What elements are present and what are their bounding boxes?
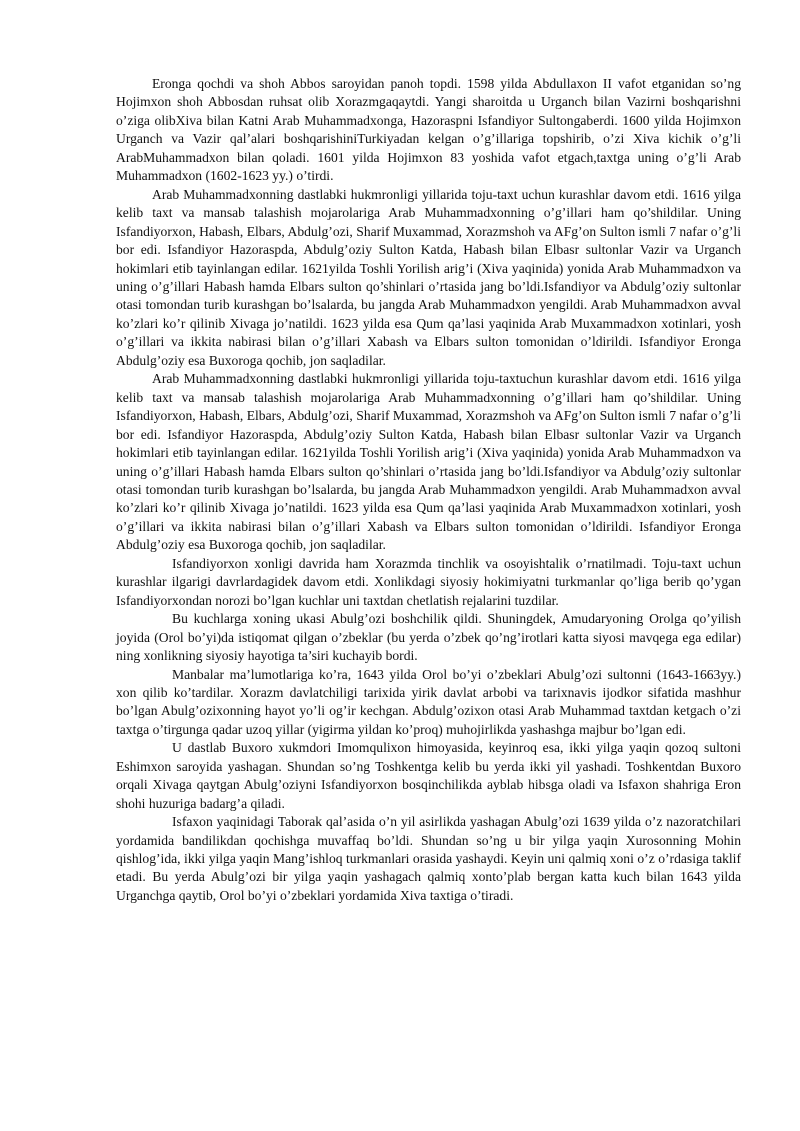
document-page bbox=[116, 75, 741, 905]
paragraph-6: Manbalar ma’lumotlariga ko’ra, 1643 yilda Orol bo’yi o’zbeklari Abulg’ozi sultonni (1643-1663yy.) xon qilib ko’tardilar. Xorazm davlatchiligi tarixida yirik davlat arbobi va tarixnavis ijodkor sifatida mashhur bo’lgan Abulg’ozixonning hayot yo’li og’ir kechgan. Abdulg’ozixon otasi Arab Muhammad taxtdan ketgach o’zi taxtga o’tirgunga qadar uzoq yillar (yigirma yildan ko’proq) muhojirlikda yashashga majbur bo’lgan edi. bbox=[116, 666, 741, 737]
paragraph-5: Bu kuchlarga xoning ukasi Abulg’ozi boshchilik qildi. Shuningdek, Amudaryoning Orolga qo’yilish joyida (Orol bo’yi)da istiqomat qilgan o’zbeklar (bu yerda o’zbek qo’ng’irotlari katta siyosi mavqega ega edilar) ning xonlikning siyosiy hayotiga ta’siri kuchayib bordi. bbox=[116, 611, 741, 664]
paragraph-3: Arab Muhammadxonning dastlabki hukmronligi yillarida toju-taxtuchun kurashlar davom etdi. 1616 yilga kelib taxt va mansab talashish mojarolariga Arab Muhammadxonning o’g’illari ham qo’shildilar. Uning Isfandiyorxon, Habash, Elbars, Abdulg’ozi, Sharif Muxammad, Xorazmshoh va AFg’on Sulton ismli 7 nafar o’g’li bor edi. Isfandiyor Hazoraspda, Abdulg’oziy Sulton Katda, Habash bilan Elbasr sultonlar Vazir va Urganch hokimlari etib tayinlangan edilar. 1621yilda Toshli Yorilish arig’i (Xiva yaqinida) yonida Arab Muhammadxon va uning o’g’illari Habash hamda Elbars sulton qo’shinlari o’rtasida jang bo’ldi.Isfandiyor va Abdulg’oziy sultonlar otasi tomondan turib kurashgan bo’lsalarda, bu jangda Arab Muhammadxon yengildi. Arab Muhammadxon avval ko’zlari ko’r qilinib Xivaga jo’natildi. 1623 yilda esa Qum qa’lasi yaqinida Arab Muxammadxon xotinlari, yosh o’g’illari va ikkita nabirasi bilan o’g’illari Xabash va Elbars sulton tomonidan o’ldirildi. Isfandiyor Eronga Abdulg’oziy esa Buxoroga qochib, jon saqladilar. bbox=[116, 371, 741, 553]
paragraph-8: Isfaxon yaqinidagi Taborak qal’asida o’n yil asirlikda yashagan Abulg’ozi 1639 yilda o’z nazoratchilari yordamida bandilikdan qochishga muvaffaq bo’ldi. Shundan so’ng u bir yilga yaqin Xurosonning Mohin qishlog’ida, ikki yilga yaqin Mang’ishloq turkmanlari orasida yashaydi. Keyin uni qalmiq xoni o’z o’rdasiga taklif etadi. Bu yerda Abulg’ozi bir yilga yaqin yashagach qalmiq xonto’plab bergan katta kuch bilan 1643 yilda Urganchga qaytib, Orol bo’yi o’zbeklari yordamida Xiva taxtiga o’tiradi. bbox=[116, 814, 741, 903]
paragraph-1: Eronga qochdi va shoh Abbos saroyidan panoh topdi. 1598 yilda Abdullaxon II vafot etganidan so’ng Hojimxon shoh Abbosdan ruhsat olib Xorazmgaqaytdi. Yangi sharoitda u Urganch bilan Vazirni boshqarishni o’ziga olibXiva bilan Katni Arab Muhammadxonga, Hazoraspni Isfandiyor Sultongaberdi. 1600 yilda Hojimxon Urganch va Vazir qal’alari boshqarishiniTurkiyadan kelgan o’g’illariga topshirib, o’zi Xiva kichik o’g’li ArabMuhammadxon bilan qoladi. 1601 yilda Hojimxon 83 yoshida vafot etgach,taxtga uning o’g’li Arab Muhammadxon (1602-1623 yy.) o’tirdi. bbox=[116, 76, 741, 184]
paragraph-4: Isfandiyorxon xonligi davrida ham Xorazmda tinchlik va osoyishtalik o’rnatilmadi. Toju-taxt uchun kurashlar ilgarigi davrlardagidek davom etdi. Xonlikdagi siyosiy hokimiyatni turkmanlar qo’liga berib qo’ygan Isfandiyorxondan norozi bo’lgan kuchlar uni taxtdan chetlatish rejalarini tuzdilar. bbox=[116, 555, 741, 608]
paragraph-2: Arab Muhammadxonning dastlabki hukmronligi yillarida toju-taxt uchun kurashlar davom etdi. 1616 yilga kelib taxt va mansab talashish mojarolariga Arab Muhammadxonning o’g’illari ham qo’shildilar. Uning Isfandiyorxon, Habash, Elbars, Abdulg’ozi, Sharif Muxammad, Xorazmshoh va AFg’on Sulton ismli 7 nafar o’g’li bor edi. Isfandiyor Hazoraspda, Abdulg’oziy Sulton Katda, Habash bilan Elbasr sultonlar Vazir va Urganch hokimlari etib tayinlangan edilar. 1621yilda Toshli Yorilish arig’i (Xiva yaqinida) yonida Arab Muhammadxon va uning o’g’illari Habash hamda Elbars sulton qo’shinlari o’rtasida jang bo’ldi.Isfandiyor va Abdulg’oziy sultonlar otasi tomondan turib kurashgan bo’lsalarda, bu jangda Arab Muhammadxon yengildi. Arab Muhammadxon avval ko’zlari ko’r qilinib Xivaga jo’natildi. 1623 yilda esa Qum qa’lasi yaqinida Arab Muxammadxon xotinlari, yosh o’g’illari va ikkita nabirasi bilan o’g’illari Xabash va Elbars sulton tomonidan o’ldirildi. Isfandiyor Eronga Abdulg’oziy esa Buxoroga qochib, jon saqladilar. bbox=[116, 186, 741, 368]
paragraph-7: U dastlab Buxoro xukmdori Imomqulixon himoyasida, keyinroq esa, ikki yilga yaqin qozoq sultoni Eshimxon saroyida yashagan. Shundan so’ng Toshkentga kelib bu yerda ikki yil yashadi. Toshkentdan Buxoro orqali Xivaga qaytgan Abulg’oziyni Isfandiyorxon bosqinchilikda ayblab hibsga oladi va Isfaxon shahriga Eron shohi huzuriga badarg’a qiladi. bbox=[116, 740, 741, 811]
